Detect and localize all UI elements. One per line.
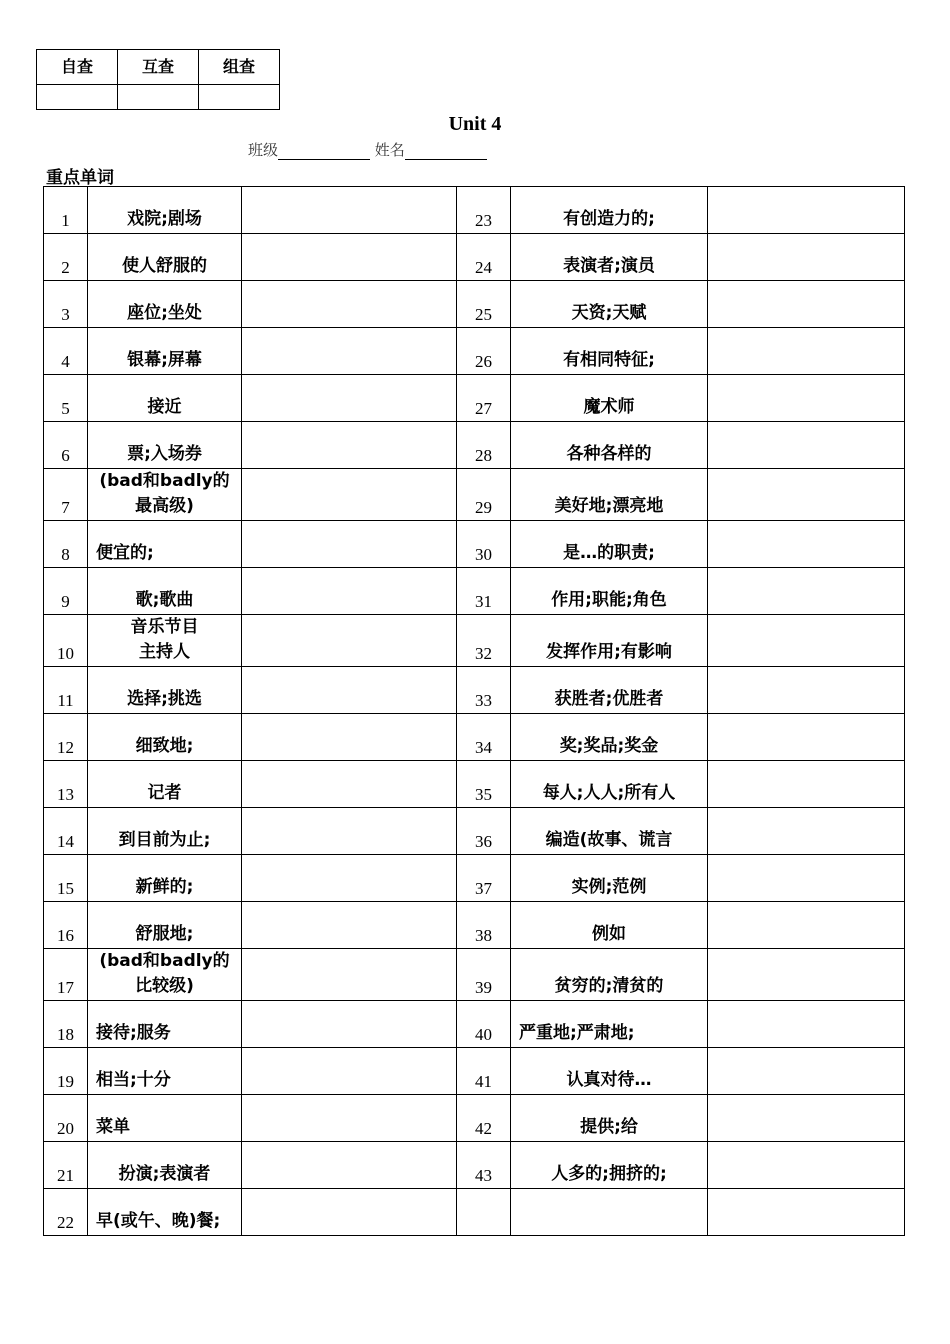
chinese-term: 天资;天赋	[511, 281, 708, 328]
answer-cell[interactable]	[242, 667, 457, 714]
row-number: 23	[457, 187, 511, 234]
row-number: 22	[44, 1189, 88, 1236]
table-row	[44, 1095, 905, 1142]
name-label: 姓名	[374, 141, 405, 159]
table-row	[44, 667, 905, 714]
answer-cell[interactable]	[708, 902, 905, 949]
row-number: 24	[457, 234, 511, 281]
answer-cell[interactable]	[242, 761, 457, 808]
chinese-term-line: 最高级)	[135, 496, 194, 516]
answer-cell[interactable]	[242, 234, 457, 281]
chinese-term	[88, 949, 242, 1001]
table-row	[44, 375, 905, 422]
chinese-term: 便宜的;	[88, 521, 242, 568]
row-number: 13	[44, 761, 88, 808]
row-number: 30	[457, 521, 511, 568]
chinese-term: 提供;给	[511, 1095, 708, 1142]
answer-cell[interactable]	[708, 469, 905, 521]
answer-cell[interactable]	[242, 469, 457, 521]
chinese-term	[88, 615, 242, 667]
chinese-term: 例如	[511, 902, 708, 949]
chinese-term: 编造(故事、谎言	[511, 808, 708, 855]
chinese-term: 实例;范例	[511, 855, 708, 902]
row-number: 18	[44, 1001, 88, 1048]
row-number: 2	[44, 234, 88, 281]
chinese-term: 戏院;剧场	[88, 187, 242, 234]
chinese-term: 扮演;表演者	[88, 1142, 242, 1189]
name-field[interactable]	[405, 143, 487, 160]
row-number: 40	[457, 1001, 511, 1048]
row-number: 37	[457, 855, 511, 902]
table-row	[44, 714, 905, 761]
table-row	[44, 949, 905, 1001]
row-number: 19	[44, 1048, 88, 1095]
answer-cell[interactable]	[708, 949, 905, 1001]
answer-cell[interactable]	[242, 949, 457, 1001]
row-number: 32	[457, 615, 511, 667]
answer-cell[interactable]	[708, 375, 905, 422]
answer-cell[interactable]	[708, 615, 905, 667]
row-number: 12	[44, 714, 88, 761]
chinese-term: 认真对待…	[511, 1048, 708, 1095]
answer-cell[interactable]	[708, 521, 905, 568]
row-number: 3	[44, 281, 88, 328]
chinese-term: 各种各样的	[511, 422, 708, 469]
table-row	[44, 521, 905, 568]
row-number: 6	[44, 422, 88, 469]
row-number: 28	[457, 422, 511, 469]
row-number: 16	[44, 902, 88, 949]
row-number: 7	[44, 469, 88, 521]
answer-cell[interactable]	[242, 521, 457, 568]
chinese-term-line: (bad和badly的	[99, 951, 230, 971]
chinese-term: 舒服地;	[88, 902, 242, 949]
answer-cell[interactable]	[242, 902, 457, 949]
answer-cell[interactable]	[242, 187, 457, 234]
chinese-term: 有创造力的;	[511, 187, 708, 234]
answer-cell[interactable]	[242, 1095, 457, 1142]
answer-cell[interactable]	[242, 1048, 457, 1095]
chinese-term: 相当;十分	[88, 1048, 242, 1095]
answer-cell[interactable]	[242, 1142, 457, 1189]
answer-cell[interactable]	[708, 422, 905, 469]
row-number: 42	[457, 1095, 511, 1142]
answer-cell[interactable]	[708, 568, 905, 615]
chinese-term: 银幕;屏幕	[88, 328, 242, 375]
answer-cell[interactable]	[242, 855, 457, 902]
table-row	[44, 855, 905, 902]
row-number: 17	[44, 949, 88, 1001]
answer-cell[interactable]	[708, 1142, 905, 1189]
row-number: 27	[457, 375, 511, 422]
chinese-term: 接待;服务	[88, 1001, 242, 1048]
chinese-term-line: 音乐节目	[130, 617, 199, 637]
chinese-term: 魔术师	[511, 375, 708, 422]
class-field[interactable]	[278, 143, 370, 160]
row-number: 15	[44, 855, 88, 902]
row-number: 8	[44, 521, 88, 568]
row-number: 9	[44, 568, 88, 615]
row-number: 34	[457, 714, 511, 761]
chinese-term: 早(或午、晚)餐;	[88, 1189, 242, 1236]
chinese-term: 严重地;严肃地;	[511, 1001, 708, 1048]
chinese-term: 人多的;拥挤的;	[511, 1142, 708, 1189]
answer-cell[interactable]	[708, 1095, 905, 1142]
chinese-term: 每人;人人;所有人	[511, 761, 708, 808]
answer-cell[interactable]	[708, 1048, 905, 1095]
check-peer-header: 互查	[118, 50, 199, 85]
row-number	[457, 1189, 511, 1236]
answer-cell[interactable]	[242, 615, 457, 667]
chinese-term: 贫穷的;清贫的	[511, 949, 708, 1001]
answer-cell[interactable]	[242, 568, 457, 615]
chinese-term: 获胜者;优胜者	[511, 667, 708, 714]
answer-cell[interactable]	[242, 422, 457, 469]
chinese-term: 记者	[88, 761, 242, 808]
row-number: 29	[457, 469, 511, 521]
row-number: 25	[457, 281, 511, 328]
row-number: 11	[44, 667, 88, 714]
check-self-header: 自查	[37, 50, 118, 85]
row-number: 5	[44, 375, 88, 422]
answer-cell[interactable]	[242, 375, 457, 422]
chinese-term	[88, 469, 242, 521]
row-number: 20	[44, 1095, 88, 1142]
table-row	[44, 469, 905, 521]
row-number: 35	[457, 761, 511, 808]
row-number: 10	[44, 615, 88, 667]
check-group-header: 组查	[199, 50, 280, 85]
chinese-term: 是…的职责;	[511, 521, 708, 568]
answer-cell[interactable]	[708, 667, 905, 714]
answer-cell[interactable]	[242, 281, 457, 328]
table-row	[44, 1142, 905, 1189]
check-self-cell[interactable]	[37, 85, 118, 110]
answer-cell[interactable]	[708, 328, 905, 375]
chinese-term: 发挥作用;有影响	[511, 615, 708, 667]
row-number: 41	[457, 1048, 511, 1095]
chinese-term: 美好地;漂亮地	[511, 469, 708, 521]
table-row	[44, 761, 905, 808]
chinese-term: 票;入场券	[88, 422, 242, 469]
table-row	[44, 1189, 905, 1236]
answer-cell[interactable]	[242, 1189, 457, 1236]
answer-cell[interactable]	[708, 234, 905, 281]
chinese-term: 座位;坐处	[88, 281, 242, 328]
answer-cell[interactable]	[708, 281, 905, 328]
chinese-term-line: 比较级)	[135, 976, 194, 996]
check-group-cell[interactable]	[199, 85, 280, 110]
check-peer-cell[interactable]	[118, 85, 199, 110]
chinese-term: 新鲜的;	[88, 855, 242, 902]
answer-cell[interactable]	[242, 1001, 457, 1048]
table-row	[44, 422, 905, 469]
chinese-term: 作用;职能;角色	[511, 568, 708, 615]
row-number: 31	[457, 568, 511, 615]
chinese-term: 选择;挑选	[88, 667, 242, 714]
chinese-term: 接近	[88, 375, 242, 422]
row-number: 21	[44, 1142, 88, 1189]
answer-cell[interactable]	[708, 1189, 905, 1236]
row-number: 4	[44, 328, 88, 375]
vocab-table	[43, 186, 905, 1236]
table-row	[44, 568, 905, 615]
table-row	[44, 1001, 905, 1048]
answer-cell[interactable]	[242, 328, 457, 375]
table-row	[44, 234, 905, 281]
chinese-term: 到目前为止;	[88, 808, 242, 855]
chinese-term: 有相同特征;	[511, 328, 708, 375]
chinese-term: 奖;奖品;奖金	[511, 714, 708, 761]
answer-cell[interactable]	[708, 187, 905, 234]
chinese-term-line: (bad和badly的	[99, 471, 230, 491]
class-label: 班级	[248, 141, 279, 159]
answer-cell[interactable]	[242, 808, 457, 855]
chinese-term: 表演者;演员	[511, 234, 708, 281]
row-number: 38	[457, 902, 511, 949]
chinese-term: 使人舒服的	[88, 234, 242, 281]
row-number: 14	[44, 808, 88, 855]
table-row	[44, 902, 905, 949]
chinese-term-line: 主持人	[139, 642, 190, 662]
student-info	[248, 139, 487, 160]
answer-cell[interactable]	[242, 714, 457, 761]
answer-cell[interactable]	[708, 855, 905, 902]
chinese-term	[511, 1189, 708, 1236]
table-row	[44, 328, 905, 375]
table-row	[44, 281, 905, 328]
table-row	[44, 808, 905, 855]
row-number: 43	[457, 1142, 511, 1189]
page-title: Unit 4	[448, 113, 502, 135]
table-row	[44, 1048, 905, 1095]
answer-cell[interactable]	[708, 808, 905, 855]
row-number: 33	[457, 667, 511, 714]
answer-cell[interactable]	[708, 1001, 905, 1048]
row-number: 26	[457, 328, 511, 375]
section-heading: 重点单词	[46, 168, 114, 188]
chinese-term: 菜单	[88, 1095, 242, 1142]
table-row	[44, 615, 905, 667]
row-number: 1	[44, 187, 88, 234]
check-table	[36, 49, 280, 110]
chinese-term: 细致地;	[88, 714, 242, 761]
answer-cell[interactable]	[708, 761, 905, 808]
row-number: 39	[457, 949, 511, 1001]
table-row	[44, 187, 905, 234]
chinese-term: 歌;歌曲	[88, 568, 242, 615]
row-number: 36	[457, 808, 511, 855]
answer-cell[interactable]	[708, 714, 905, 761]
